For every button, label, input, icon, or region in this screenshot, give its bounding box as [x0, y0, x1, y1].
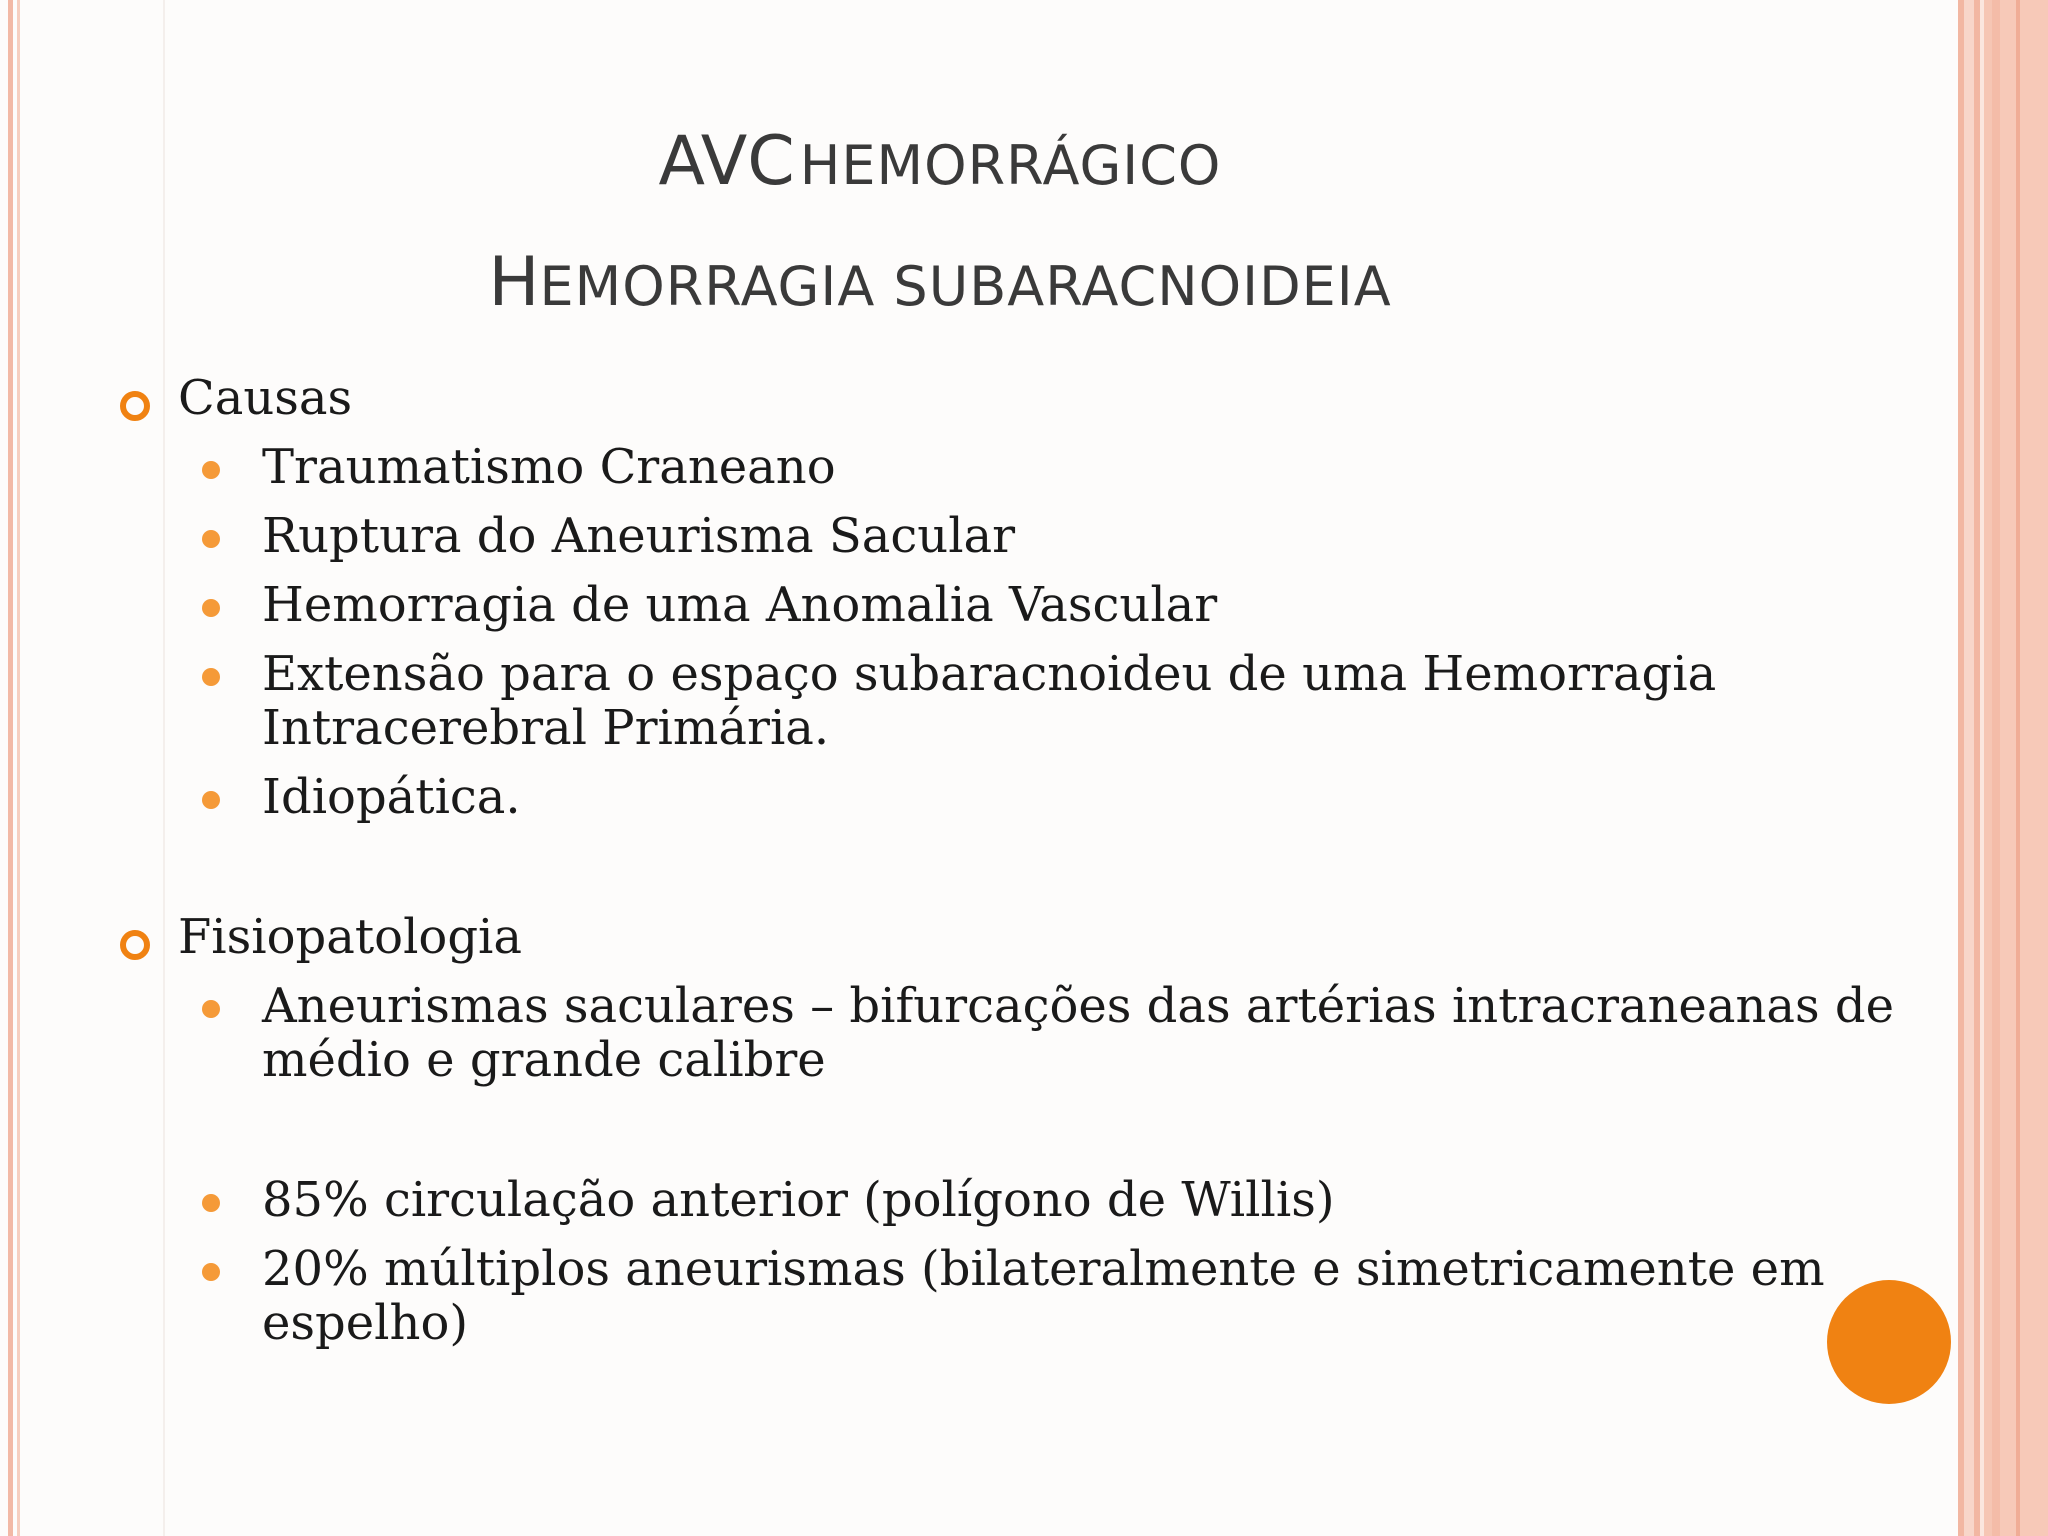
section-heading-fisiopatologia: Fisiopatologia	[178, 909, 523, 965]
level2-bullet-icon	[202, 668, 220, 686]
section-heading-causas: Causas	[178, 370, 353, 426]
list-item-line: Ruptura do Aneurisma Sacular	[262, 508, 1016, 564]
level2-bullet-icon	[202, 599, 220, 617]
title-line-1-small: HEMORRÁGICO	[799, 134, 1222, 197]
list-item	[262, 509, 1015, 563]
list-item-line: Traumatismo Craneano	[262, 439, 836, 495]
list-item-line: médio e grande calibre	[262, 1032, 826, 1088]
list-item	[262, 647, 1716, 755]
list-item	[262, 578, 1217, 632]
list-item-line: Hemorragia de uma Anomalia Vascular	[262, 577, 1218, 633]
level1-bullet-icon	[120, 930, 150, 960]
list-item-line: espelho)	[262, 1295, 469, 1351]
title-line-2-big: H	[488, 243, 540, 322]
list-item	[262, 979, 1894, 1087]
list-item-line: Extensão para o espaço subaracnoideu de uma Hemorragia	[262, 646, 1717, 702]
list-item	[262, 440, 836, 494]
list-item	[262, 1242, 1825, 1350]
level2-bullet-icon	[202, 1263, 220, 1281]
list-item	[262, 770, 521, 824]
level2-bullet-icon	[202, 530, 220, 548]
title-line-2-small: EMORRAGIA SUBARACNOIDEIA	[539, 255, 1392, 318]
level2-bullet-icon	[202, 1000, 220, 1018]
list-item-line: Aneurismas saculares – bifurcações das artérias intracraneanas de	[262, 978, 1894, 1034]
level2-bullet-icon	[202, 1194, 220, 1212]
list-item-line: Idiopática.	[262, 769, 521, 825]
level1-bullet-icon	[120, 391, 150, 421]
level2-bullet-icon	[202, 791, 220, 809]
list-item	[262, 1173, 1335, 1227]
title-line-1-big: AVC	[658, 122, 795, 201]
list-item-line: 20% múltiplos aneurismas (bilateralmente e simetricamente em	[262, 1241, 1825, 1297]
list-item-line: Intracerebral Primária.	[262, 700, 830, 756]
list-item-line: 85% circulação anterior (polígono de Willis)	[262, 1172, 1335, 1228]
level2-bullet-icon	[202, 461, 220, 479]
